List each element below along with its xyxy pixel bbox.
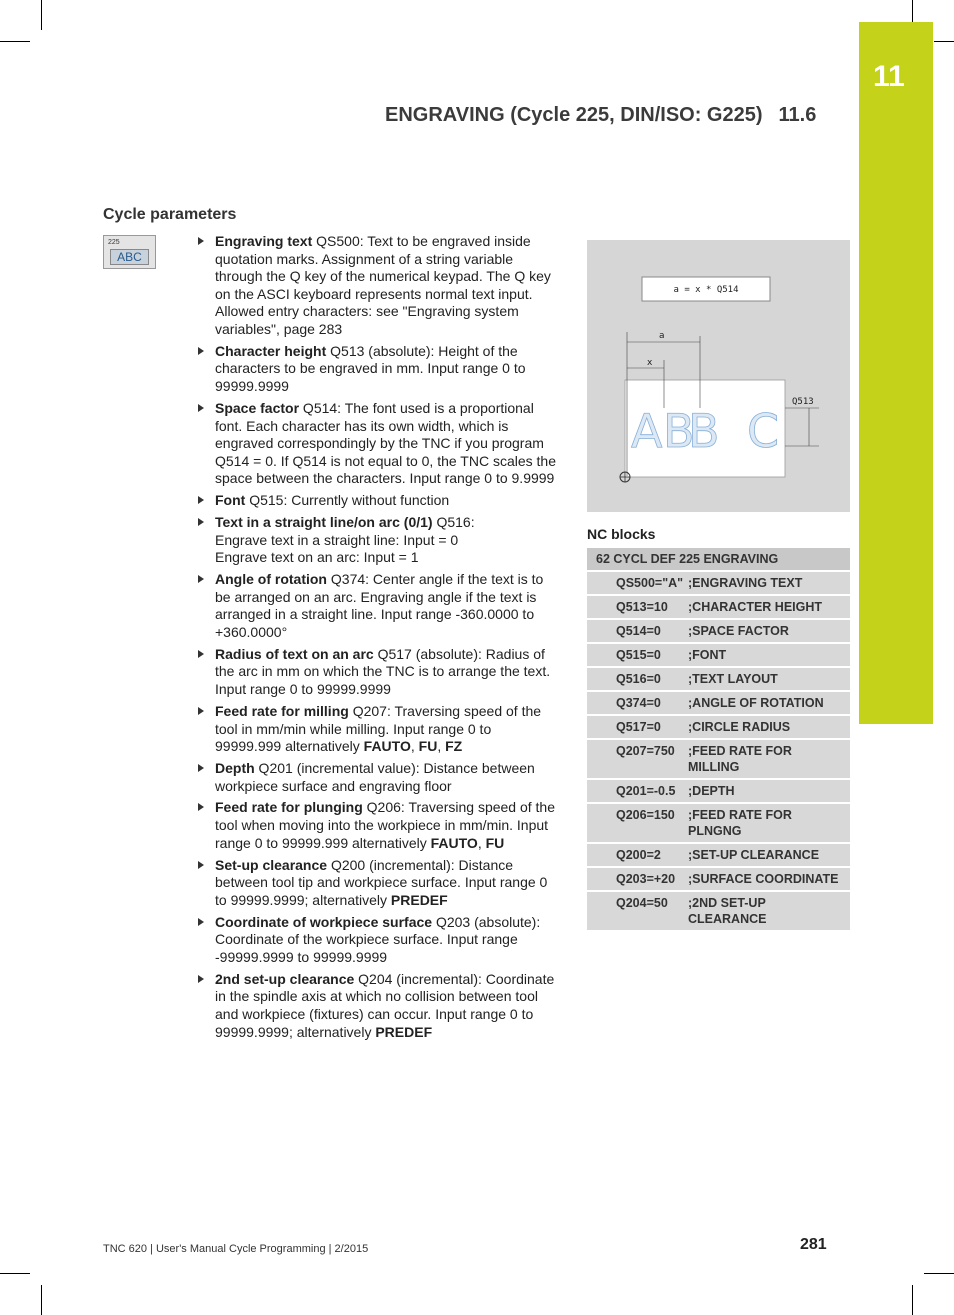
softkey-label: ABC xyxy=(110,249,149,265)
parameter-description: QS500: Text to be engraved inside quotation marks. Assignment of a string variable through the Q key of the numerical keypad. The Q key on the ASCI keyboard represents normal text input. Allowed entry characters: see "Engraving system variables", page 283 xyxy=(215,233,551,337)
nc-code: Q206=150 xyxy=(587,803,688,843)
nc-comment: ;FEED RATE FOR MILLING xyxy=(688,739,850,779)
nc-block-header-row xyxy=(587,548,850,571)
parameter-term: Feed rate for milling xyxy=(215,702,349,719)
crop-mark xyxy=(0,1273,30,1274)
nc-code: Q200=2 xyxy=(587,843,688,867)
parameter-description: Q516: xyxy=(432,514,475,531)
parameter-option: FZ xyxy=(445,738,463,755)
parameter-term: Coordinate of workpiece surface xyxy=(215,913,433,930)
nc-block-row xyxy=(587,843,850,867)
page-number: 281 xyxy=(800,1236,827,1253)
parameter-term: Text in a straight line/on arc (0/1) xyxy=(215,514,433,531)
parameter-item xyxy=(196,646,558,699)
crop-mark xyxy=(912,1285,913,1315)
bullet-arrow-icon xyxy=(198,496,204,504)
nc-comment: ;CHARACTER HEIGHT xyxy=(688,595,850,619)
parameter-option: FAUTO xyxy=(430,834,478,851)
parameter-item xyxy=(196,571,558,641)
parameter-list xyxy=(196,233,558,1045)
parameter-term: Radius of text on an arc xyxy=(215,645,374,662)
parameter-option: FU xyxy=(485,834,505,851)
parameter-term: Character height xyxy=(215,342,327,359)
footer-text: TNC 620 | User's Manual Cycle Programming | 2/2015 xyxy=(103,1243,369,1255)
engraved-letter: B xyxy=(688,404,720,458)
chapter-tab xyxy=(859,22,933,724)
parameter-term: Set-up clearance xyxy=(215,856,328,873)
engraved-letter: A xyxy=(631,404,663,458)
nc-comment: ;2ND SET-UP CLEARANCE xyxy=(688,891,850,931)
nc-code: Q516=0 xyxy=(587,667,688,691)
engraved-letter: B xyxy=(663,404,695,458)
nc-code: Q203=+20 xyxy=(587,867,688,891)
nc-block-header: 62 CYCL DEF 225 ENGRAVING xyxy=(587,548,850,571)
bullet-arrow-icon xyxy=(198,918,204,926)
nc-block-row xyxy=(587,691,850,715)
nc-block-row xyxy=(587,779,850,803)
parameter-term: Feed rate for plunging xyxy=(215,799,363,816)
parameter-description: Q204 (incremental): Coordinate in the spindle axis at which no collision between tool and workpiece (fixtures) can occur. Input range 0 to 99999.9999; alternatively xyxy=(215,970,555,1040)
nc-code: Q374=0 xyxy=(587,691,688,715)
nc-code: Q513=10 xyxy=(587,595,688,619)
bullet-arrow-icon xyxy=(198,518,204,526)
nc-block-row xyxy=(587,619,850,643)
nc-block-row xyxy=(587,891,850,931)
dimension-label-x: x xyxy=(647,358,653,368)
parameter-item xyxy=(196,400,558,488)
nc-code: Q204=50 xyxy=(587,891,688,931)
parameter-item xyxy=(196,233,558,339)
nc-block-row xyxy=(587,715,850,739)
parameter-item: Feed rate for milling Q207: Traversing speed of the tool in mm/min while milling. Input range 0 to 99999.999 alternatively FAUTO, FU, FZ xyxy=(196,703,558,756)
crop-mark xyxy=(0,41,30,42)
parameter-term: Font xyxy=(215,492,246,509)
bullet-arrow-icon xyxy=(198,861,204,869)
bullet-arrow-icon xyxy=(198,707,204,715)
bullet-arrow-icon xyxy=(198,975,204,983)
nc-code: Q201=-0.5 xyxy=(587,779,688,803)
cycle-softkey-icon xyxy=(103,235,156,269)
parameter-description: Q514: The font used is a proportional font. Each character has its own width, which is engraved correspondingly by the TNC if you program Q514 = 0. If Q514 is not equal to 0, the TNC scales the space between the characters. Input range 0 to 9.9999 xyxy=(215,399,556,487)
crop-mark xyxy=(912,0,913,22)
nc-comment: ;ANGLE OF ROTATION xyxy=(688,691,850,715)
nc-code: Q517=0 xyxy=(587,715,688,739)
bullet-arrow-icon xyxy=(198,803,204,811)
engraved-letter: C xyxy=(747,404,780,458)
parameter-item xyxy=(196,514,558,567)
parameter-option: FU xyxy=(418,738,438,755)
nc-block-row xyxy=(587,595,850,619)
parameter-option-line: Engrave text in a straight line: Input = 0 xyxy=(215,531,459,548)
parameter-description: Q374: Center angle if the text is to be arranged on an arc. Engraving angle if the text is arranged in a straight line. Input range -360.0000 to +360.0000° xyxy=(215,571,544,640)
parameter-term: Engraving text xyxy=(215,233,313,249)
nc-block-row xyxy=(587,867,850,891)
nc-code: Q207=750 xyxy=(587,739,688,779)
bullet-arrow-icon xyxy=(198,237,204,245)
parameter-item xyxy=(196,343,558,396)
nc-comment: ;DEPTH xyxy=(688,779,850,803)
engraving-diagram xyxy=(587,240,850,512)
parameter-item xyxy=(196,857,558,910)
chapter-number: 11 xyxy=(873,60,905,93)
nc-blocks-title: NC blocks xyxy=(587,526,656,542)
parameter-item xyxy=(196,971,558,1041)
nc-block-row xyxy=(587,739,850,779)
bullet-arrow-icon xyxy=(198,650,204,658)
parameter-option: PREDEF xyxy=(375,1023,433,1040)
header-title: ENGRAVING (Cycle 225, DIN/ISO: G225) xyxy=(385,104,763,126)
nc-block-row xyxy=(587,571,850,595)
nc-comment: ;SURFACE COORDINATE xyxy=(688,867,850,891)
bullet-arrow-icon xyxy=(198,764,204,772)
parameter-item xyxy=(196,760,558,795)
nc-comment: ;CIRCLE RADIUS xyxy=(688,715,850,739)
parameter-term: Angle of rotation xyxy=(215,571,327,588)
parameter-term: Space factor xyxy=(215,399,300,416)
nc-code: QS500="A" xyxy=(587,571,688,595)
nc-comment: ;TEXT LAYOUT xyxy=(688,667,850,691)
parameter-term: Depth xyxy=(215,760,255,776)
nc-comment: ;SET-UP CLEARANCE xyxy=(688,843,850,867)
nc-code: Q514=0 xyxy=(587,619,688,643)
nc-block-row xyxy=(587,803,850,843)
parameter-description: Q207: Traversing speed of the tool in mm/min while milling. Input range 0 to 99999.999 alternatively xyxy=(215,702,542,755)
nc-comment: ;ENGRAVING TEXT xyxy=(688,571,850,595)
nc-code: Q515=0 xyxy=(587,643,688,667)
parameter-option: FAUTO xyxy=(363,738,411,755)
parameter-description: Q203 (absolute): Coordinate of the workpiece surface. Input range -99999.9999 to 99999.9999 xyxy=(215,913,541,965)
nc-comment: ;FEED RATE FOR PLNGNG xyxy=(688,803,850,843)
nc-block-row xyxy=(587,667,850,691)
crop-mark xyxy=(934,41,954,42)
nc-comment: ;FONT xyxy=(688,643,850,667)
nc-comment: ;SPACE FACTOR xyxy=(688,619,850,643)
crop-mark xyxy=(41,0,42,30)
crop-mark xyxy=(41,1285,42,1315)
parameter-description: Q515: Currently without function xyxy=(245,492,450,509)
parameter-option: PREDEF xyxy=(390,891,448,908)
header-section: 11.6 xyxy=(778,104,817,126)
parameter-description: Q201 (incremental value): Distance between workpiece surface and engraving floor xyxy=(215,760,535,794)
bullet-arrow-icon xyxy=(198,575,204,583)
nc-block-row xyxy=(587,643,850,667)
parameter-description: Q513 (absolute): Height of the characters to be engraved in mm. Input range 0 to 99999.9999 xyxy=(215,342,526,395)
crop-mark xyxy=(924,1273,954,1274)
nc-blocks-table xyxy=(587,548,850,932)
parameter-description: Q517 (absolute): Radius of the arc in mm on which the TNC is to arrange the text. Input range 0 to 99999.9999 xyxy=(215,645,551,698)
softkey-number: 225 xyxy=(108,239,120,246)
parameter-item xyxy=(196,914,558,967)
parameter-description: Q206: Traversing speed of the tool when moving into the workpiece in mm/min. Input range 0 to 99999.999 alternatively xyxy=(215,799,556,851)
parameter-option-line: Engrave text on an arc: Input = 1 xyxy=(215,549,419,566)
dimension-label-a: a xyxy=(659,331,665,341)
bullet-arrow-icon xyxy=(198,347,204,355)
section-title: Cycle parameters xyxy=(103,206,237,223)
page-header xyxy=(385,104,816,127)
parameter-item: Feed rate for plunging Q206: Traversing speed of the tool when moving into the workpiece in mm/min. Input range 0 to 99999.999 alternatively FAUTO, FU xyxy=(196,799,558,852)
parameter-description: Q200 (incremental): Distance between tool tip and workpiece surface. Input range 0 to 99999.9999; alternatively xyxy=(215,856,548,908)
formula-text: a = x * Q514 xyxy=(673,285,739,295)
parameter-term: 2nd set-up clearance xyxy=(215,970,355,987)
bullet-arrow-icon xyxy=(198,404,204,412)
parameter-item xyxy=(196,492,558,510)
dimension-label-height: Q513 xyxy=(792,397,814,407)
